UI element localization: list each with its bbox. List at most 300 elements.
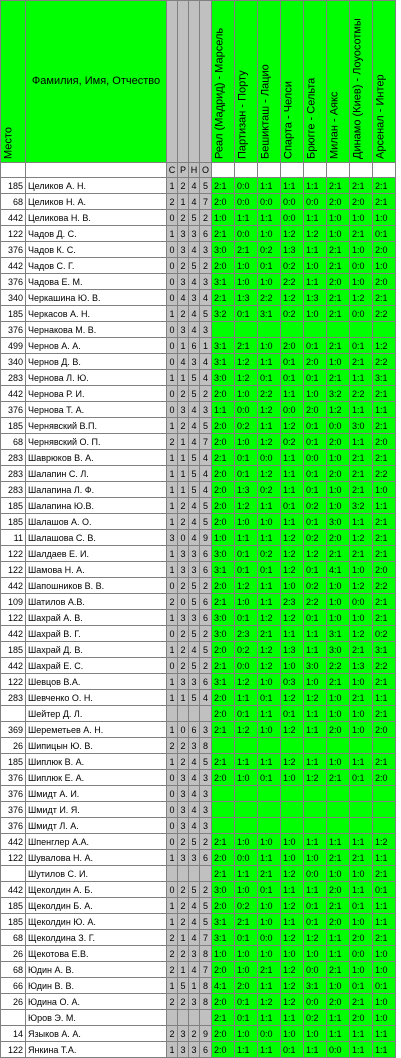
result-cell bbox=[373, 786, 396, 802]
result-cell: 0:1 bbox=[350, 978, 373, 994]
stat-cell: 1 bbox=[167, 722, 178, 738]
result-cell: 0:1 bbox=[258, 770, 281, 786]
table-row bbox=[1, 1026, 396, 1042]
stat-cell: 1 bbox=[167, 418, 178, 434]
stat-cell: 4 bbox=[189, 514, 200, 530]
result-cell: 2:0 bbox=[212, 194, 235, 210]
stat-cell: 1 bbox=[178, 450, 189, 466]
stat-cell: 4 bbox=[189, 322, 200, 338]
result-cell: 1:0 bbox=[235, 386, 258, 402]
result-cell: 1:2 bbox=[258, 402, 281, 418]
result-cell: 2:0 bbox=[327, 530, 350, 546]
place-cell: 122 bbox=[1, 226, 26, 242]
stat-cell: 4 bbox=[189, 754, 200, 770]
table-row bbox=[1, 994, 396, 1010]
result-cell: 1:2 bbox=[235, 674, 258, 690]
result-cell: 1:0 bbox=[350, 562, 373, 578]
table-row bbox=[1, 322, 396, 338]
stat-cell: 4 bbox=[189, 194, 200, 210]
stat-cell: 4 bbox=[189, 306, 200, 322]
name-cell: Языков А. А. bbox=[26, 1026, 167, 1042]
result-cell: 1:2 bbox=[281, 690, 304, 706]
place-cell: 442 bbox=[1, 626, 26, 642]
blank-cell bbox=[26, 163, 167, 178]
table-row bbox=[1, 626, 396, 642]
stat-cell: 0 bbox=[167, 802, 178, 818]
stat-cell: 2 bbox=[167, 962, 178, 978]
stat-cell: 0 bbox=[167, 386, 178, 402]
result-cell: 0:1 bbox=[304, 466, 327, 482]
result-cell: 3:0 bbox=[212, 546, 235, 562]
result-cell: 3:2 bbox=[350, 498, 373, 514]
result-cell: 2:1 bbox=[350, 994, 373, 1010]
result-cell: 2:0 bbox=[304, 402, 327, 418]
result-cell: 0:0 bbox=[327, 418, 350, 434]
result-cell bbox=[235, 786, 258, 802]
result-cell: 1:0 bbox=[281, 770, 304, 786]
stat-cell: 5 bbox=[200, 514, 212, 530]
result-cell: 2:1 bbox=[373, 194, 396, 210]
result-cell: 0:0 bbox=[258, 194, 281, 210]
place-cell: 185 bbox=[1, 514, 26, 530]
result-cell: 2:1 bbox=[212, 290, 235, 306]
place-cell: 26 bbox=[1, 738, 26, 754]
stat-cell: 2 bbox=[178, 626, 189, 642]
result-cell: 2:0 bbox=[350, 194, 373, 210]
stat-cell: 2 bbox=[167, 434, 178, 450]
stat-cell: 1 bbox=[189, 978, 200, 994]
stat-header-gap bbox=[167, 1, 178, 163]
stat-cell: 3 bbox=[200, 274, 212, 290]
result-cell: 0:1 bbox=[258, 562, 281, 578]
result-cell: 0:1 bbox=[258, 258, 281, 274]
result-cell bbox=[373, 738, 396, 754]
stat-cell: 3 bbox=[189, 738, 200, 754]
stat-cell: 3 bbox=[200, 818, 212, 834]
result-cell: 2:1 bbox=[373, 530, 396, 546]
name-cell: Шамова Н. А. bbox=[26, 562, 167, 578]
stat-cell: 2 bbox=[200, 834, 212, 850]
stat-cell: 4 bbox=[189, 930, 200, 946]
stat-cell: 7 bbox=[200, 434, 212, 450]
stat-cell: 3 bbox=[189, 226, 200, 242]
table-row bbox=[1, 978, 396, 994]
place-cell: 283 bbox=[1, 450, 26, 466]
stat-cell: 3 bbox=[178, 818, 189, 834]
table-row bbox=[1, 402, 396, 418]
stat-cell: 8 bbox=[200, 978, 212, 994]
result-cell: 1:1 bbox=[350, 834, 373, 850]
stat-cell: 4 bbox=[189, 914, 200, 930]
result-cell: 2:1 bbox=[373, 546, 396, 562]
result-cell: 2:1 bbox=[327, 962, 350, 978]
stat-cell: 1 bbox=[167, 1042, 178, 1058]
stat-cell: 1 bbox=[167, 850, 178, 866]
result-cell: 1:1 bbox=[327, 946, 350, 962]
result-cell: 1:0 bbox=[327, 610, 350, 626]
result-cell: 3:1 bbox=[212, 338, 235, 354]
stat-cell: 1 bbox=[178, 930, 189, 946]
result-cell: 1:0 bbox=[327, 450, 350, 466]
result-cell bbox=[327, 802, 350, 818]
result-cell: 2:1 bbox=[212, 594, 235, 610]
result-cell: 1:1 bbox=[281, 178, 304, 194]
table-row bbox=[1, 738, 396, 754]
result-cell: 2:0 bbox=[212, 578, 235, 594]
result-cell bbox=[235, 738, 258, 754]
result-cell: 2:1 bbox=[327, 338, 350, 354]
stat-cell: 2 bbox=[189, 1026, 200, 1042]
result-cell: 3:1 bbox=[304, 978, 327, 994]
table-row bbox=[1, 722, 396, 738]
result-cell bbox=[304, 786, 327, 802]
result-cell: 0:1 bbox=[350, 338, 373, 354]
name-cell: Чадов С. Г. bbox=[26, 258, 167, 274]
result-cell bbox=[281, 786, 304, 802]
table-row bbox=[1, 514, 396, 530]
result-cell: 3:0 bbox=[350, 418, 373, 434]
result-cell: 1:1 bbox=[258, 578, 281, 594]
result-cell: 1:0 bbox=[258, 946, 281, 962]
result-cell bbox=[373, 818, 396, 834]
result-cell: 1:0 bbox=[373, 962, 396, 978]
result-cell: 1:2 bbox=[304, 546, 327, 562]
result-cell bbox=[281, 818, 304, 834]
stat-label-r: Р bbox=[178, 163, 189, 178]
stat-header-gap bbox=[189, 1, 200, 163]
result-cell: 1:1 bbox=[258, 418, 281, 434]
result-cell: 1:2 bbox=[258, 994, 281, 1010]
name-cell: Щеколдин А. Б. bbox=[26, 882, 167, 898]
blank-cell bbox=[350, 163, 373, 178]
result-cell: 3:1 bbox=[212, 914, 235, 930]
stat-cell: 5 bbox=[200, 306, 212, 322]
stat-cell: 6 bbox=[200, 850, 212, 866]
result-cell: 1:0 bbox=[373, 946, 396, 962]
stat-cell bbox=[178, 866, 189, 882]
stat-cell: 9 bbox=[200, 530, 212, 546]
name-cell: Юров Э. М. bbox=[26, 1010, 167, 1026]
table-row bbox=[1, 466, 396, 482]
result-cell: 1:1 bbox=[258, 706, 281, 722]
result-cell: 2:0 bbox=[212, 1026, 235, 1042]
result-cell: 1:1 bbox=[350, 1026, 373, 1042]
stat-cell: 3 bbox=[200, 786, 212, 802]
name-cell: Целиков А. Н. bbox=[26, 178, 167, 194]
name-cell: Щекотова Е.В. bbox=[26, 946, 167, 962]
result-cell: 2:1 bbox=[350, 642, 373, 658]
stat-cell: 8 bbox=[200, 946, 212, 962]
stat-cell: 2 bbox=[200, 658, 212, 674]
stat-cell: 5 bbox=[189, 594, 200, 610]
result-cell: 2:1 bbox=[212, 226, 235, 242]
name-cell: Юдин В. В. bbox=[26, 978, 167, 994]
result-cell: 2:0 bbox=[212, 514, 235, 530]
stat-cell bbox=[200, 1010, 212, 1026]
result-cell: 2:1 bbox=[235, 242, 258, 258]
stat-cell: 4 bbox=[189, 530, 200, 546]
stat-cell: 0 bbox=[167, 242, 178, 258]
result-cell: 2:1 bbox=[373, 418, 396, 434]
stat-cell: 4 bbox=[189, 434, 200, 450]
place-cell: 109 bbox=[1, 594, 26, 610]
result-cell: 1:0 bbox=[327, 482, 350, 498]
result-cell: 1:2 bbox=[235, 354, 258, 370]
stat-cell: 6 bbox=[189, 338, 200, 354]
result-cell: 0:0 bbox=[304, 962, 327, 978]
stat-cell: 3 bbox=[178, 610, 189, 626]
stat-cell: 1 bbox=[167, 370, 178, 386]
stat-cell: 2 bbox=[200, 258, 212, 274]
stat-cell: 1 bbox=[178, 466, 189, 482]
result-cell: 1:0 bbox=[281, 946, 304, 962]
stat-cell: 4 bbox=[189, 418, 200, 434]
result-cell: 0:1 bbox=[304, 434, 327, 450]
result-cell: 2:1 bbox=[373, 386, 396, 402]
place-cell: 369 bbox=[1, 722, 26, 738]
result-cell: 1:1 bbox=[373, 690, 396, 706]
result-cell: 1:1 bbox=[304, 834, 327, 850]
stat-cell: 2 bbox=[167, 1026, 178, 1042]
result-cell: 1:2 bbox=[281, 530, 304, 546]
result-cell: 1:0 bbox=[258, 722, 281, 738]
name-cell: Шиплюк В. А. bbox=[26, 754, 167, 770]
result-cell bbox=[281, 802, 304, 818]
place-cell: 122 bbox=[1, 562, 26, 578]
stat-cell: 2 bbox=[167, 994, 178, 1010]
result-cell: 1:1 bbox=[327, 1026, 350, 1042]
stat-cell: 8 bbox=[200, 738, 212, 754]
result-cell: 3:1 bbox=[212, 562, 235, 578]
stat-cell: 2 bbox=[178, 914, 189, 930]
stat-cell: 1 bbox=[200, 338, 212, 354]
stat-cell: 4 bbox=[189, 178, 200, 194]
result-cell: 0:0 bbox=[281, 210, 304, 226]
result-cell: 2:0 bbox=[212, 994, 235, 1010]
table-row bbox=[1, 770, 396, 786]
result-cell: 1:0 bbox=[304, 258, 327, 274]
result-cell: 3:2 bbox=[327, 386, 350, 402]
result-cell: 0:0 bbox=[258, 1026, 281, 1042]
stat-cell: 6 bbox=[200, 594, 212, 610]
stat-cell: 3 bbox=[189, 562, 200, 578]
result-cell: 2:1 bbox=[327, 242, 350, 258]
result-cell: 2:1 bbox=[373, 594, 396, 610]
result-cell: 1:2 bbox=[350, 578, 373, 594]
stat-cell: 2 bbox=[167, 594, 178, 610]
place-cell: 340 bbox=[1, 290, 26, 306]
table-row bbox=[1, 578, 396, 594]
name-cell: Шевцов В.А. bbox=[26, 674, 167, 690]
stat-cell: 5 bbox=[189, 482, 200, 498]
result-cell: 1:0 bbox=[235, 434, 258, 450]
stat-cell: 2 bbox=[178, 658, 189, 674]
result-cell: 0:0 bbox=[304, 194, 327, 210]
stat-cell: 5 bbox=[200, 418, 212, 434]
result-cell: 2:0 bbox=[212, 1042, 235, 1058]
result-cell: 2:0 bbox=[327, 722, 350, 738]
match-header-4: Спарта - Челси bbox=[281, 1, 304, 163]
result-cell: 0:1 bbox=[235, 466, 258, 482]
stat-cell bbox=[189, 1010, 200, 1026]
result-cell: 1:1 bbox=[304, 722, 327, 738]
result-cell: 0:1 bbox=[281, 354, 304, 370]
result-cell: 0:2 bbox=[304, 1010, 327, 1026]
result-cell: 1:1 bbox=[212, 402, 235, 418]
result-cell: 0:1 bbox=[235, 994, 258, 1010]
result-cell bbox=[258, 818, 281, 834]
stat-cell: 0 bbox=[167, 338, 178, 354]
stat-cell: 2 bbox=[167, 930, 178, 946]
result-cell: 2:1 bbox=[350, 850, 373, 866]
stat-cell: 2 bbox=[200, 882, 212, 898]
table-row bbox=[1, 594, 396, 610]
result-cell: 2:1 bbox=[350, 546, 373, 562]
name-cell: Чернакова М. В. bbox=[26, 322, 167, 338]
stat-cell: 5 bbox=[200, 178, 212, 194]
stat-cell: 2 bbox=[200, 578, 212, 594]
stat-cell: 3 bbox=[200, 770, 212, 786]
result-cell: 2:1 bbox=[212, 658, 235, 674]
result-cell: 1:1 bbox=[258, 978, 281, 994]
name-cell: Янкина Т.А. bbox=[26, 1042, 167, 1058]
place-cell: 376 bbox=[1, 402, 26, 418]
stat-cell: 4 bbox=[189, 786, 200, 802]
result-cell: 2:0 bbox=[350, 930, 373, 946]
result-cell: 1:2 bbox=[373, 834, 396, 850]
result-cell: 1:1 bbox=[281, 914, 304, 930]
table-row bbox=[1, 754, 396, 770]
name-cell: Чадов Д. С. bbox=[26, 226, 167, 242]
stat-cell: 6 bbox=[200, 610, 212, 626]
name-cell: Шутилов С. И. bbox=[26, 866, 167, 882]
place-cell: 185 bbox=[1, 306, 26, 322]
result-cell bbox=[281, 322, 304, 338]
stat-cell: 8 bbox=[200, 994, 212, 1010]
table-row bbox=[1, 434, 396, 450]
place-cell: 11 bbox=[1, 530, 26, 546]
stat-cell: 2 bbox=[178, 386, 189, 402]
table-row bbox=[1, 866, 396, 882]
stat-cell: 1 bbox=[178, 482, 189, 498]
place-cell: 283 bbox=[1, 370, 26, 386]
stat-cell: 5 bbox=[178, 978, 189, 994]
result-cell: 2:0 bbox=[350, 1010, 373, 1026]
stat-cell: 4 bbox=[189, 402, 200, 418]
result-cell: 3:0 bbox=[212, 370, 235, 386]
result-cell: 2:3 bbox=[281, 594, 304, 610]
stat-cell: 2 bbox=[178, 994, 189, 1010]
stat-cell: 4 bbox=[200, 290, 212, 306]
stat-cell: 5 bbox=[189, 450, 200, 466]
place-cell: 122 bbox=[1, 1042, 26, 1058]
stat-cell: 2 bbox=[167, 738, 178, 754]
table-row bbox=[1, 1010, 396, 1026]
result-cell: 1:2 bbox=[258, 466, 281, 482]
table-row bbox=[1, 370, 396, 386]
stat-cell: 1 bbox=[178, 434, 189, 450]
result-cell: 0:0 bbox=[304, 994, 327, 1010]
stat-cell: 1 bbox=[167, 450, 178, 466]
result-cell: 1:0 bbox=[258, 674, 281, 690]
result-cell: 1:1 bbox=[281, 450, 304, 466]
stat-cell: 1 bbox=[167, 226, 178, 242]
name-cell: Шалдаев Е. И. bbox=[26, 546, 167, 562]
stat-cell bbox=[178, 706, 189, 722]
result-cell: 0:1 bbox=[304, 338, 327, 354]
stat-cell: 4 bbox=[200, 450, 212, 466]
result-cell: 2:0 bbox=[327, 434, 350, 450]
table-row bbox=[1, 898, 396, 914]
result-cell: 1:1 bbox=[258, 850, 281, 866]
place-cell: 376 bbox=[1, 770, 26, 786]
result-cell: 1:2 bbox=[350, 626, 373, 642]
result-cell: 2:1 bbox=[350, 226, 373, 242]
name-cell: Черкасов А. Н. bbox=[26, 306, 167, 322]
result-cell: 2:0 bbox=[373, 562, 396, 578]
result-cell: 1:0 bbox=[304, 674, 327, 690]
result-cell: 1:1 bbox=[373, 914, 396, 930]
name-cell: Шувалова Н. А. bbox=[26, 850, 167, 866]
name-cell: Чернов А. А. bbox=[26, 338, 167, 354]
result-cell: 0:1 bbox=[304, 914, 327, 930]
match-header-3: Бешикташ - Лацио bbox=[258, 1, 281, 163]
result-cell: 2:2 bbox=[373, 306, 396, 322]
result-cell: 4:1 bbox=[327, 562, 350, 578]
result-cell: 1:0 bbox=[258, 914, 281, 930]
result-cell: 1:0 bbox=[258, 898, 281, 914]
result-cell: 1:1 bbox=[304, 882, 327, 898]
table-row bbox=[1, 610, 396, 626]
result-cell: 2:1 bbox=[350, 354, 373, 370]
result-cell: 0:1 bbox=[235, 1010, 258, 1026]
result-cell: 1:0 bbox=[304, 306, 327, 322]
stat-cell: 2 bbox=[167, 946, 178, 962]
table-row bbox=[1, 482, 396, 498]
result-cell: 1:0 bbox=[235, 946, 258, 962]
name-cell: Чернов Д. В. bbox=[26, 354, 167, 370]
result-cell: 1:1 bbox=[304, 210, 327, 226]
result-cell bbox=[281, 738, 304, 754]
stat-label-o: О bbox=[200, 163, 212, 178]
result-cell: 0:0 bbox=[235, 226, 258, 242]
stat-cell: 4 bbox=[189, 898, 200, 914]
stat-cell: 0 bbox=[167, 578, 178, 594]
stat-cell: 3 bbox=[178, 274, 189, 290]
table-row bbox=[1, 562, 396, 578]
stat-cell bbox=[189, 706, 200, 722]
result-cell: 1:2 bbox=[304, 930, 327, 946]
name-cell: Шалапин С. Л. bbox=[26, 466, 167, 482]
result-cell bbox=[327, 738, 350, 754]
result-cell: 1:1 bbox=[304, 754, 327, 770]
stat-cell: 2 bbox=[178, 498, 189, 514]
result-cell: 2:0 bbox=[212, 962, 235, 978]
table-row bbox=[1, 674, 396, 690]
place-cell bbox=[1, 866, 26, 882]
stat-cell: 2 bbox=[178, 210, 189, 226]
result-cell: 1:0 bbox=[327, 754, 350, 770]
stat-cell: 1 bbox=[167, 898, 178, 914]
result-cell: 2:0 bbox=[212, 482, 235, 498]
result-cell bbox=[258, 786, 281, 802]
result-cell: 1:2 bbox=[235, 722, 258, 738]
stat-cell: 1 bbox=[178, 338, 189, 354]
name-cell: Шахрай В. Г. bbox=[26, 626, 167, 642]
result-cell: 0:0 bbox=[235, 402, 258, 418]
match-header-5: Брюгге - Сельта bbox=[304, 1, 327, 163]
result-cell: 1:1 bbox=[304, 642, 327, 658]
